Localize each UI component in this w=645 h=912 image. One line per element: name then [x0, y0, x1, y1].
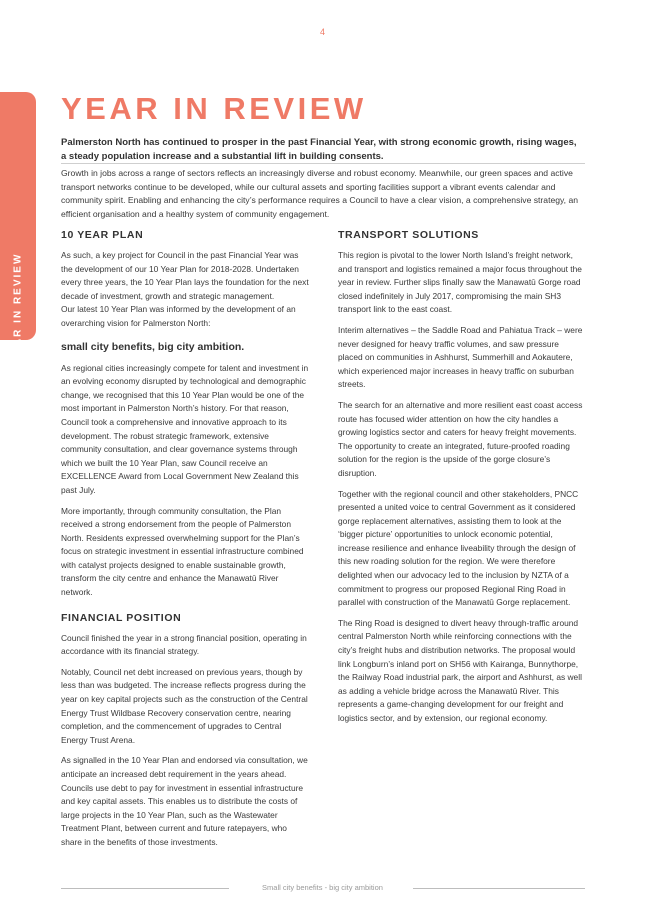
paragraph: As signalled in the 10 Year Plan and endorsed via consultation, we anticipate an increased debt requirement in the years ahead. Councils use debt to pay for investment in essential infrastructure and key capital assets. This enables us to distribute the costs of large projects in the 10 Year Plan, such as the Wastewater Treatment Plant, between current and future ratepayers, who share in the benefits of those investments. [61, 755, 308, 847]
section-heading-financial-position: FINANCIAL POSITION [61, 611, 182, 624]
right-column [338, 229, 585, 733]
paragraph: Council finished the year in a strong financial position, operating in accordance with its financial strategy. [61, 632, 307, 657]
page-number: 4 [319, 27, 325, 37]
page-title: YEAR IN REVIEW [61, 91, 367, 126]
paragraph: The search for an alternative and more resilient east coast access route has focused wider attention on how the city handles a growing logistics sector and caters for heavy freight movements. The opportunity to create an integrated, future-proofed roading solution for the region is the upside of the gorge closure’s disruption. [338, 399, 583, 478]
intro-paragraph: Growth in jobs across a range of sectors reflects an increasingly diverse and robust economy. Meanwhile, our green spaces and active transport networks continue to be developed, while our cultural assets and sporting facilities support a vibrant events calendar and community spirit. Enabling and enhancing the city’s performance requires a Council to have a clear vision, a comprehensive strategy, an efficient organisation and a healthy system of community engagement. [61, 168, 579, 219]
left-column [61, 229, 309, 857]
footer-text: Small city benefits - big city ambition [262, 883, 383, 892]
paragraph: The Ring Road is designed to divert heavy through-traffic around central Palmerston North while reinforcing connections with the city’s freight hubs and distribution networks. The proposal would link Longburn’s inland port on SH56 with Kairanga, Bunnythorpe, the Railway Road industrial park, the airport and Ashhurst, as well as adding a vehicle bridge across the Manawatū River. This represents a game-changing development for our freight and logistics sector, and by extension, our regional economy. [338, 617, 582, 723]
paragraph: As regional cities increasingly compete for talent and investment in an evolving economy disrupted by technological and demographic change, we recognised that this 10 Year Plan would be one of the most important in Palmerston North’s history. For that reason, Council took a comprehensive and innovative approach to its development. The robust strategic framework, extensive community consultation, and clear governance systems through which we built the 10 Year Plan, saw Council receive an EXCELLENCE Award from Local Government New Zealand this past July. [61, 362, 309, 495]
side-section-tab [0, 92, 36, 364]
vision-heading: small city benefits, big city ambition. [61, 340, 245, 353]
divider [61, 163, 585, 164]
paragraph: Interim alternatives – the Saddle Road and Pahiatua Track – were never designed for heavy traffic volumes, and saw pressure placed on communities in Ashhurst, Summerhill and Aokautere, which experienced major increases in heavy traffic on suburban streets. [338, 324, 583, 390]
paragraph: More importantly, through community consultation, the Plan received a strong endorsement from the people of Palmerston North. Residents expressed overwhelming support for the Plan’s focus on strategic investment in essential infrastructure combined with catalyst projects designed to enable sustainable growth, transform the city centre and enhance the Manawatū River network. [61, 505, 304, 598]
section-heading-10-year-plan: 10 YEAR PLAN [61, 229, 144, 241]
paragraph: This region is pivotal to the lower North Island’s freight network, and transport and logistics remained a major focus throughout the year in review. Further slips finally saw the Manawatū Gorge road closed indefinitely in July 2017, compromising the main SH3 transport link to the east coast. [338, 250, 582, 315]
paragraph: Notably, Council net debt increased on previous years, though by less than was budgeted. The increase reflects progress during the year on key capital projects such as the construction of the Central Energy Trust Wildbase Recovery conservation centre, nearing completion, and the commencement of upgrades to Central Energy Trust Arena. [61, 666, 308, 745]
paragraph: Our latest 10 Year Plan was informed by the development of an overarching vision for Palmerston North: [61, 304, 296, 328]
side-tab-label: YEAR IN REVIEW [12, 252, 24, 364]
paragraph: As such, a key project for Council in the past Financial Year was the development of our 10 Year Plan for 2018-2028. Undertaken every three years, the 10 Year Plan lays the foundation for the next decade of investment, growth and strategic management. [61, 250, 309, 301]
footer-rule-right [413, 888, 585, 889]
paragraph: Together with the regional council and other stakeholders, PNCC presented a united voice to central Government as it considered gorge replacement alternatives, assisting them to look at the ‘bigger picture’ opportunities to unlock economic potential, increase resilience and enhance liveability through the design of this new roading solution for the region. We were therefore delighted when our advocacy led to the inclusion by NZTA of a commitment to progress our proposed Regional Ring Road in parallel with construction of the Manawatū Gorge replacement. [338, 488, 579, 608]
section-heading-transport-solutions: TRANSPORT SOLUTIONS [338, 229, 479, 241]
lead-paragraph: Palmerston North has continued to prosper in the past Financial Year, with strong economic growth, rising wages, a steady population increase and a substantial lift in building consents. [61, 137, 577, 162]
